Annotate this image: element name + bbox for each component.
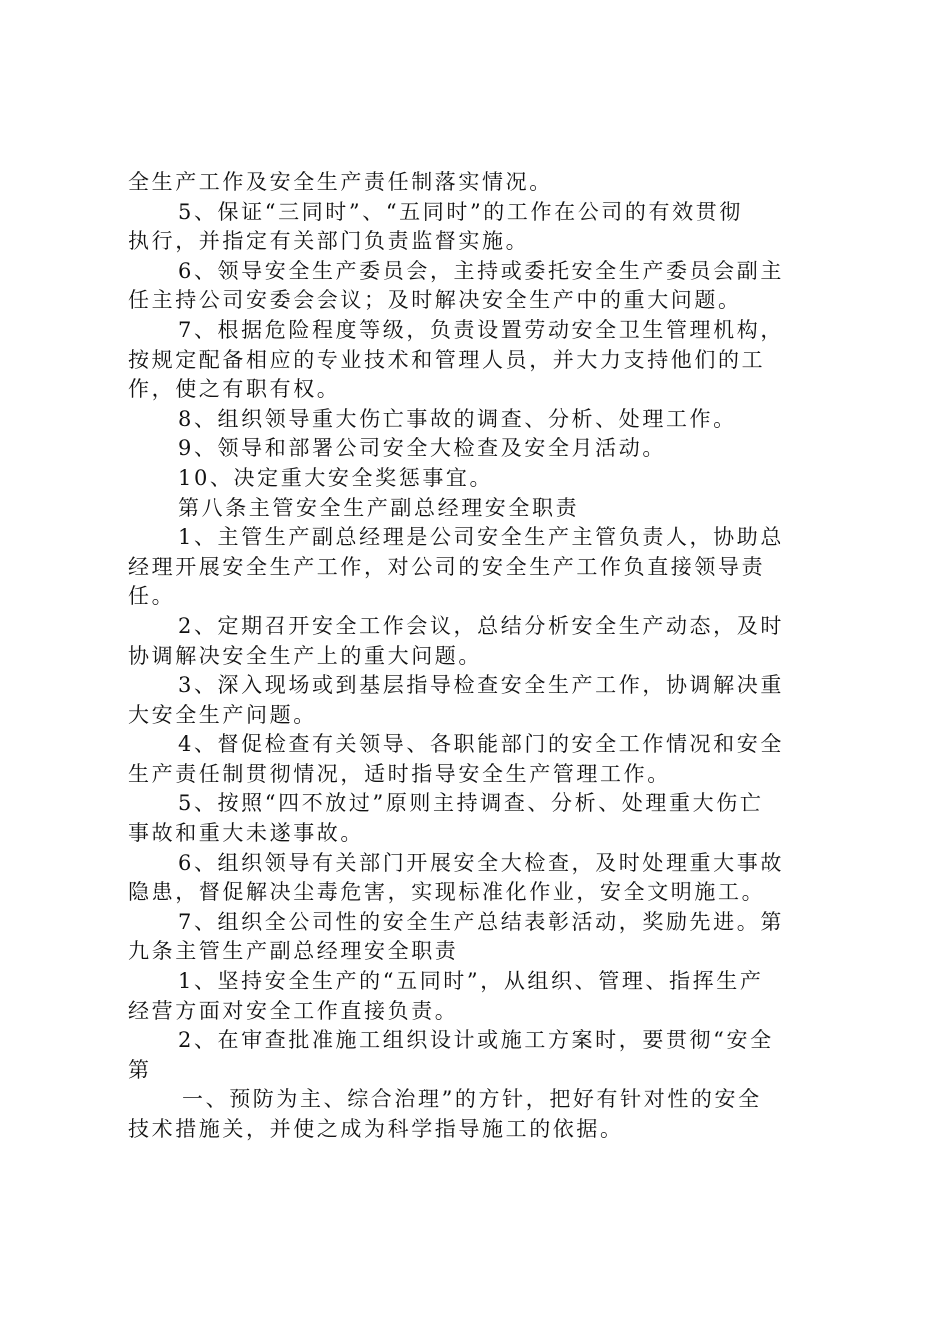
text-line-21: 生产责任制贯彻情况，适时指导安全生产管理工作。 xyxy=(128,761,671,786)
text-line-14: 经理开展安全生产工作，对公司的安全生产工作负直接领导责 xyxy=(128,554,766,579)
text-line-29: 经营方面对安全工作直接负责。 xyxy=(128,998,459,1023)
text-line-7: 按规定配备相应的专业技术和管理人员，并大力支持他们的工 xyxy=(128,347,766,372)
text-line-4: 6、领导安全生产委员会，主持或委托安全生产委员会副主 xyxy=(178,258,784,283)
text-line-3: 执行，并指定有关部门负责监督实施。 xyxy=(128,229,530,254)
text-line-5: 任主持公司安委会会议；及时解决安全生产中的重大问题。 xyxy=(128,288,742,313)
text-line-11: 10、决定重大安全奖惩事宜。 xyxy=(178,465,494,490)
text-line-15: 任。 xyxy=(128,584,176,609)
text-line-18: 3、深入现场或到基层指导检查安全生产工作，协调解决重 xyxy=(178,673,784,698)
section-heading-article-8: 第八条主管安全生产副总经理安全职责 xyxy=(178,495,580,520)
text-line-1: 全生产工作及安全生产责任制落实情况。 xyxy=(128,170,553,194)
text-line-19: 大安全生产问题。 xyxy=(128,702,317,727)
text-line-32: 一、预防为主、综合治理”的方针，把好有针对性的安全 xyxy=(182,1087,762,1112)
text-line-20: 4、督促检查有关领导、各职能部门的安全工作情况和安全 xyxy=(178,732,784,757)
text-line-10: 9、领导和部署公司安全大检查及安全月活动。 xyxy=(178,436,666,461)
text-line-16: 2、定期召开安全工作会议，总结分析安全生产动态，及时 xyxy=(178,613,784,638)
text-line-26: 7、组织全公司性的安全生产总结表彰活动，奖励先进。第 xyxy=(178,909,784,934)
text-line-23: 事故和重大未遂事故。 xyxy=(128,821,364,846)
text-line-22: 5、按照“四不放过”原则主持调查、分析、处理重大伤亡 xyxy=(178,791,764,816)
text-line-28: 1、坚持安全生产的“五同时”，从组织、管理、指挥生产 xyxy=(178,969,764,994)
text-line-6: 7、根据危险程度等级，负责设置劳动安全卫生管理机构， xyxy=(178,317,784,342)
text-line-33: 技术措施关，并使之成为科学指导施工的依据。 xyxy=(128,1117,624,1141)
text-line-17: 协调解决安全生产上的重大问题。 xyxy=(128,643,482,668)
document-body xyxy=(128,168,832,1145)
text-line-8: 作，使之有职有权。 xyxy=(128,377,341,402)
text-line-24: 6、组织领导有关部门开展安全大检查，及时处理重大事故 xyxy=(178,850,784,875)
text-line-25: 隐患，督促解决尘毒危害，实现标准化作业，安全文明施工。 xyxy=(128,880,766,905)
text-line-9: 8、组织领导重大伤亡事故的调查、分析、处理工作。 xyxy=(178,406,737,431)
text-line-13: 1、主管生产副总经理是公司安全生产主管负责人，协助总 xyxy=(178,525,784,550)
text-line-2: 5、保证“三同时”、“五同时”的工作在公司的有效贯彻 xyxy=(178,199,743,224)
text-line-31: 第 xyxy=(128,1057,152,1082)
text-line-30: 2、在审查批准施工组织设计或施工方案时，要贯彻“安全 xyxy=(178,1028,774,1053)
section-heading-article-9: 九条主管生产副总经理安全职责 xyxy=(128,939,459,964)
